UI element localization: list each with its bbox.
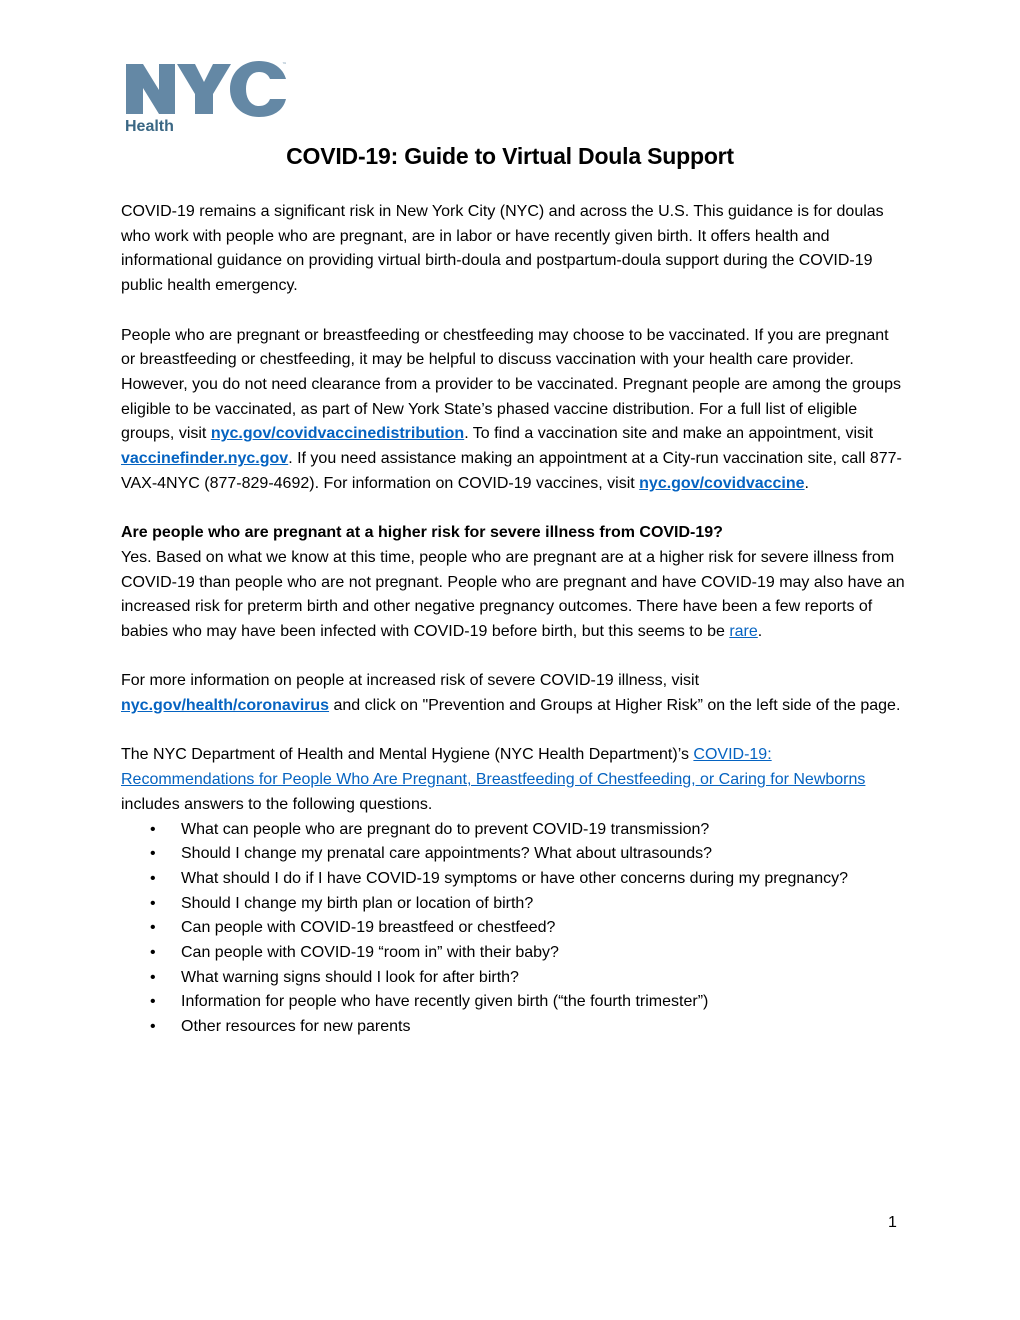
svg-text:™: ™	[282, 62, 287, 68]
coronavirus-link[interactable]: nyc.gov/health/coronavirus	[121, 697, 330, 715]
bullet-icon: •	[150, 919, 156, 937]
bullet-icon: •	[150, 820, 156, 838]
list-item: • Should I change my birth plan or location of birth?	[121, 892, 905, 917]
recommendations-link[interactable]: COVID-19: Recommendations for People Who Are Pregnant, Breastfeeding of Chestfeeding, or Caring for Newborns	[121, 746, 866, 789]
bullet-icon: •	[150, 869, 156, 887]
bullet-icon: •	[150, 894, 156, 912]
document-body	[121, 200, 905, 1040]
intro-paragraph: COVID-19 remains a significant risk in New York City (NYC) and across the U.S. This guidance is for doulas who work with people who are pregnant, are in labor or have recently given birth. It offers health and informational guidance on providing virtual birth-doula and postpartum-doula support during the COVID-19 public health emergency.	[121, 203, 884, 295]
recommendations-paragraph: The NYC Department of Health and Mental Hygiene (NYC Health Department)’s COVID-19: Recommendations for People Who Are Pregnant, Breastfeeding of Chestfeeding, or Caring for Newborns includes answers to the following questions.	[121, 746, 866, 813]
question-heading: Are people who are pregnant at a higher risk for severe illness from COVID-19?	[121, 524, 723, 542]
list-item: • Can people with COVID-19 breastfeed or chestfeed?	[121, 916, 905, 941]
list-item: • Other resources for new parents	[121, 1015, 905, 1040]
vaccination-paragraph: People who are pregnant or breastfeeding or chestfeeding may choose to be vaccinated. If you are pregnant or breastfeeding or chestfeeding, it may be helpful to discuss vaccination with your health care provider. However, you do not need clearance from a provider to be vaccinated. Pregnant people are among the groups eligible to be vaccinated, as part of New York State’s phased vaccine distribution. For a full list of eligible groups, visit nyc.gov/covidvaccinedistribution. To find a vaccination site and make an appointment, visit vaccinefinder.nyc.gov. If you need assistance making an appointment at a City-run vaccination site, call 877-VAX-4NYC (877-829-4692). For information on COVID-19 vaccines, visit nyc.gov/covidvaccine.	[121, 326, 902, 492]
rare-link[interactable]: rare	[729, 622, 758, 640]
risk-answer-paragraph: Yes. Based on what we know at this time, people who are pregnant are at a higher risk for severe illness from COVID-19 than people who are not pregnant. People who are pregnant and have COVID-19 may also have an increased risk for preterm birth and other negative pregnancy outcomes. There have been a few reports of babies who may have been infected with COVID-19 before birth, but this seems to be rare.	[121, 548, 905, 640]
bullet-icon: •	[150, 968, 156, 986]
list-item: • Should I change my prenatal care appointments? What about ultrasounds?	[121, 842, 905, 867]
questions-list	[121, 818, 905, 1040]
covid-vaccine-distribution-link[interactable]: nyc.gov/covidvaccinedistribution	[210, 425, 465, 443]
list-item: • Can people with COVID-19 “room in” with their baby?	[121, 941, 905, 966]
list-item: • What warning signs should I look for after birth?	[121, 966, 905, 991]
list-item: • Information for people who have recently given birth (“the fourth trimester”)	[121, 990, 905, 1015]
bullet-icon: •	[150, 993, 156, 1011]
bullet-icon: •	[150, 1018, 156, 1036]
nyc-logo-icon	[124, 60, 290, 118]
nyc-health-logo	[124, 60, 290, 138]
vaccinefinder-link[interactable]: vaccinefinder.nyc.gov	[121, 450, 289, 468]
bullet-icon: •	[150, 944, 156, 962]
page-title: COVID-19: Guide to Virtual Doula Support	[286, 143, 734, 169]
logo-health-text: Health	[125, 118, 174, 135]
covid-vaccine-link[interactable]: nyc.gov/covidvaccine	[639, 474, 805, 492]
list-item: • What should I do if I have COVID-19 symptoms or have other concerns during my pregnancy?	[121, 867, 905, 892]
list-item: • What can people who are pregnant do to prevent COVID-19 transmission?	[121, 818, 905, 843]
page-number: 1	[888, 1214, 897, 1231]
more-info-paragraph: For more information on people at increased risk of severe COVID-19 illness, visit nyc.gov/health/coronavirus and click on "Prevention and Groups at Higher Risk” on the left side of the page.	[121, 672, 901, 715]
bullet-icon: •	[150, 845, 156, 863]
